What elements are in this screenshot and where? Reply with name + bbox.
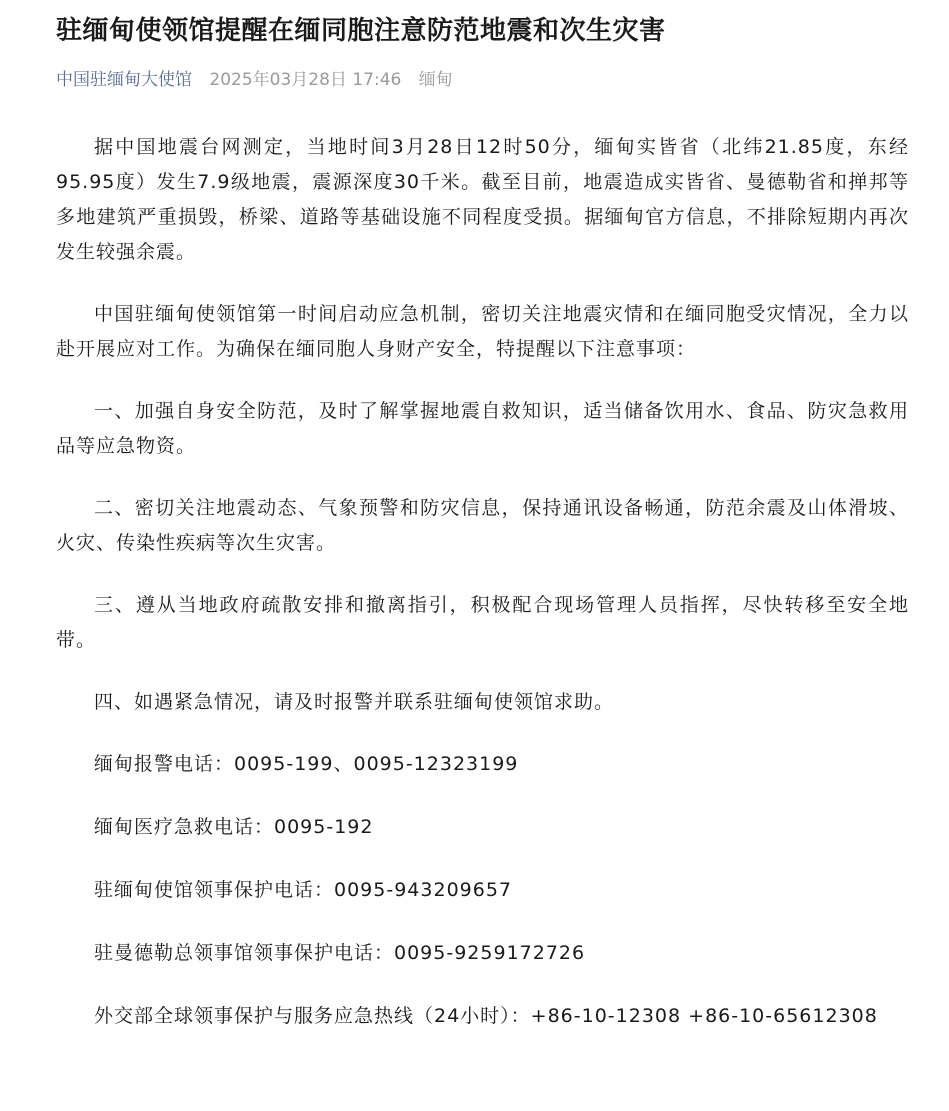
paragraph-response: 中国驻缅甸使领馆第一时间启动应急机制，密切关注地震灾情和在缅同胞受灾情况，全力以赴开展应对工作。为确保在缅同胞人身财产安全，特提醒以下注意事项：	[56, 303, 909, 360]
paragraph-tip-1: 一、加强自身安全防范，及时了解掌握地震自救知识，适当储备饮用水、食品、防灾急救用品等应急物资。	[56, 400, 909, 457]
paragraph-tip-4: 四、如遇紧急情况，请及时报警并联系驻缅甸使领馆求助。	[94, 691, 615, 713]
paragraph-intro: 据中国地震台网测定，当地时间3月28日12时50分，缅甸实皆省（北纬21.85度，东经95.95度）发生7.9级地震，震源深度30千米。截至目前，地震造成实皆省、曼德勒省和掸邦等多地建筑严重损毁，桥梁、道路等基础设施不同程度受损。据缅甸官方信息，不排除短期内再次发生较强余震。	[56, 136, 909, 263]
contact-embassy: 驻缅甸使馆领事保护电话：0095-943209657	[94, 879, 513, 901]
article-body	[56, 130, 909, 1034]
publish-time: 2025年03月28日 17:46	[209, 70, 402, 90]
contact-medical: 缅甸医疗急救电话：0095-192	[94, 816, 374, 838]
publish-location: 缅甸	[418, 70, 453, 90]
paragraph-tip-3: 三、遵从当地政府疏散安排和撤离指引，积极配合现场管理人员指挥，尽快转移至安全地带。	[56, 594, 909, 651]
account-name-link[interactable]: 中国驻缅甸大使馆	[56, 70, 192, 90]
article-meta	[56, 68, 909, 92]
contact-mfa-hotline: 外交部全球领事保护与服务应急热线（24小时）：+86-10-12308 +86-10-65612308	[94, 1005, 878, 1027]
contact-police: 缅甸报警电话：0095-199、0095-12323199	[94, 753, 519, 775]
paragraph-tip-2: 二、密切关注地震动态、气象预警和防灾信息，保持通讯设备畅通，防范余震及山体滑坡、火灾、传染性疾病等次生灾害。	[56, 497, 909, 554]
contact-mandalay-consulate: 驻曼德勒总领事馆领事保护电话：0095-9259172726	[94, 942, 586, 964]
article-title: 驻缅甸使领馆提醒在缅同胞注意防范地震和次生灾害	[56, 16, 666, 46]
